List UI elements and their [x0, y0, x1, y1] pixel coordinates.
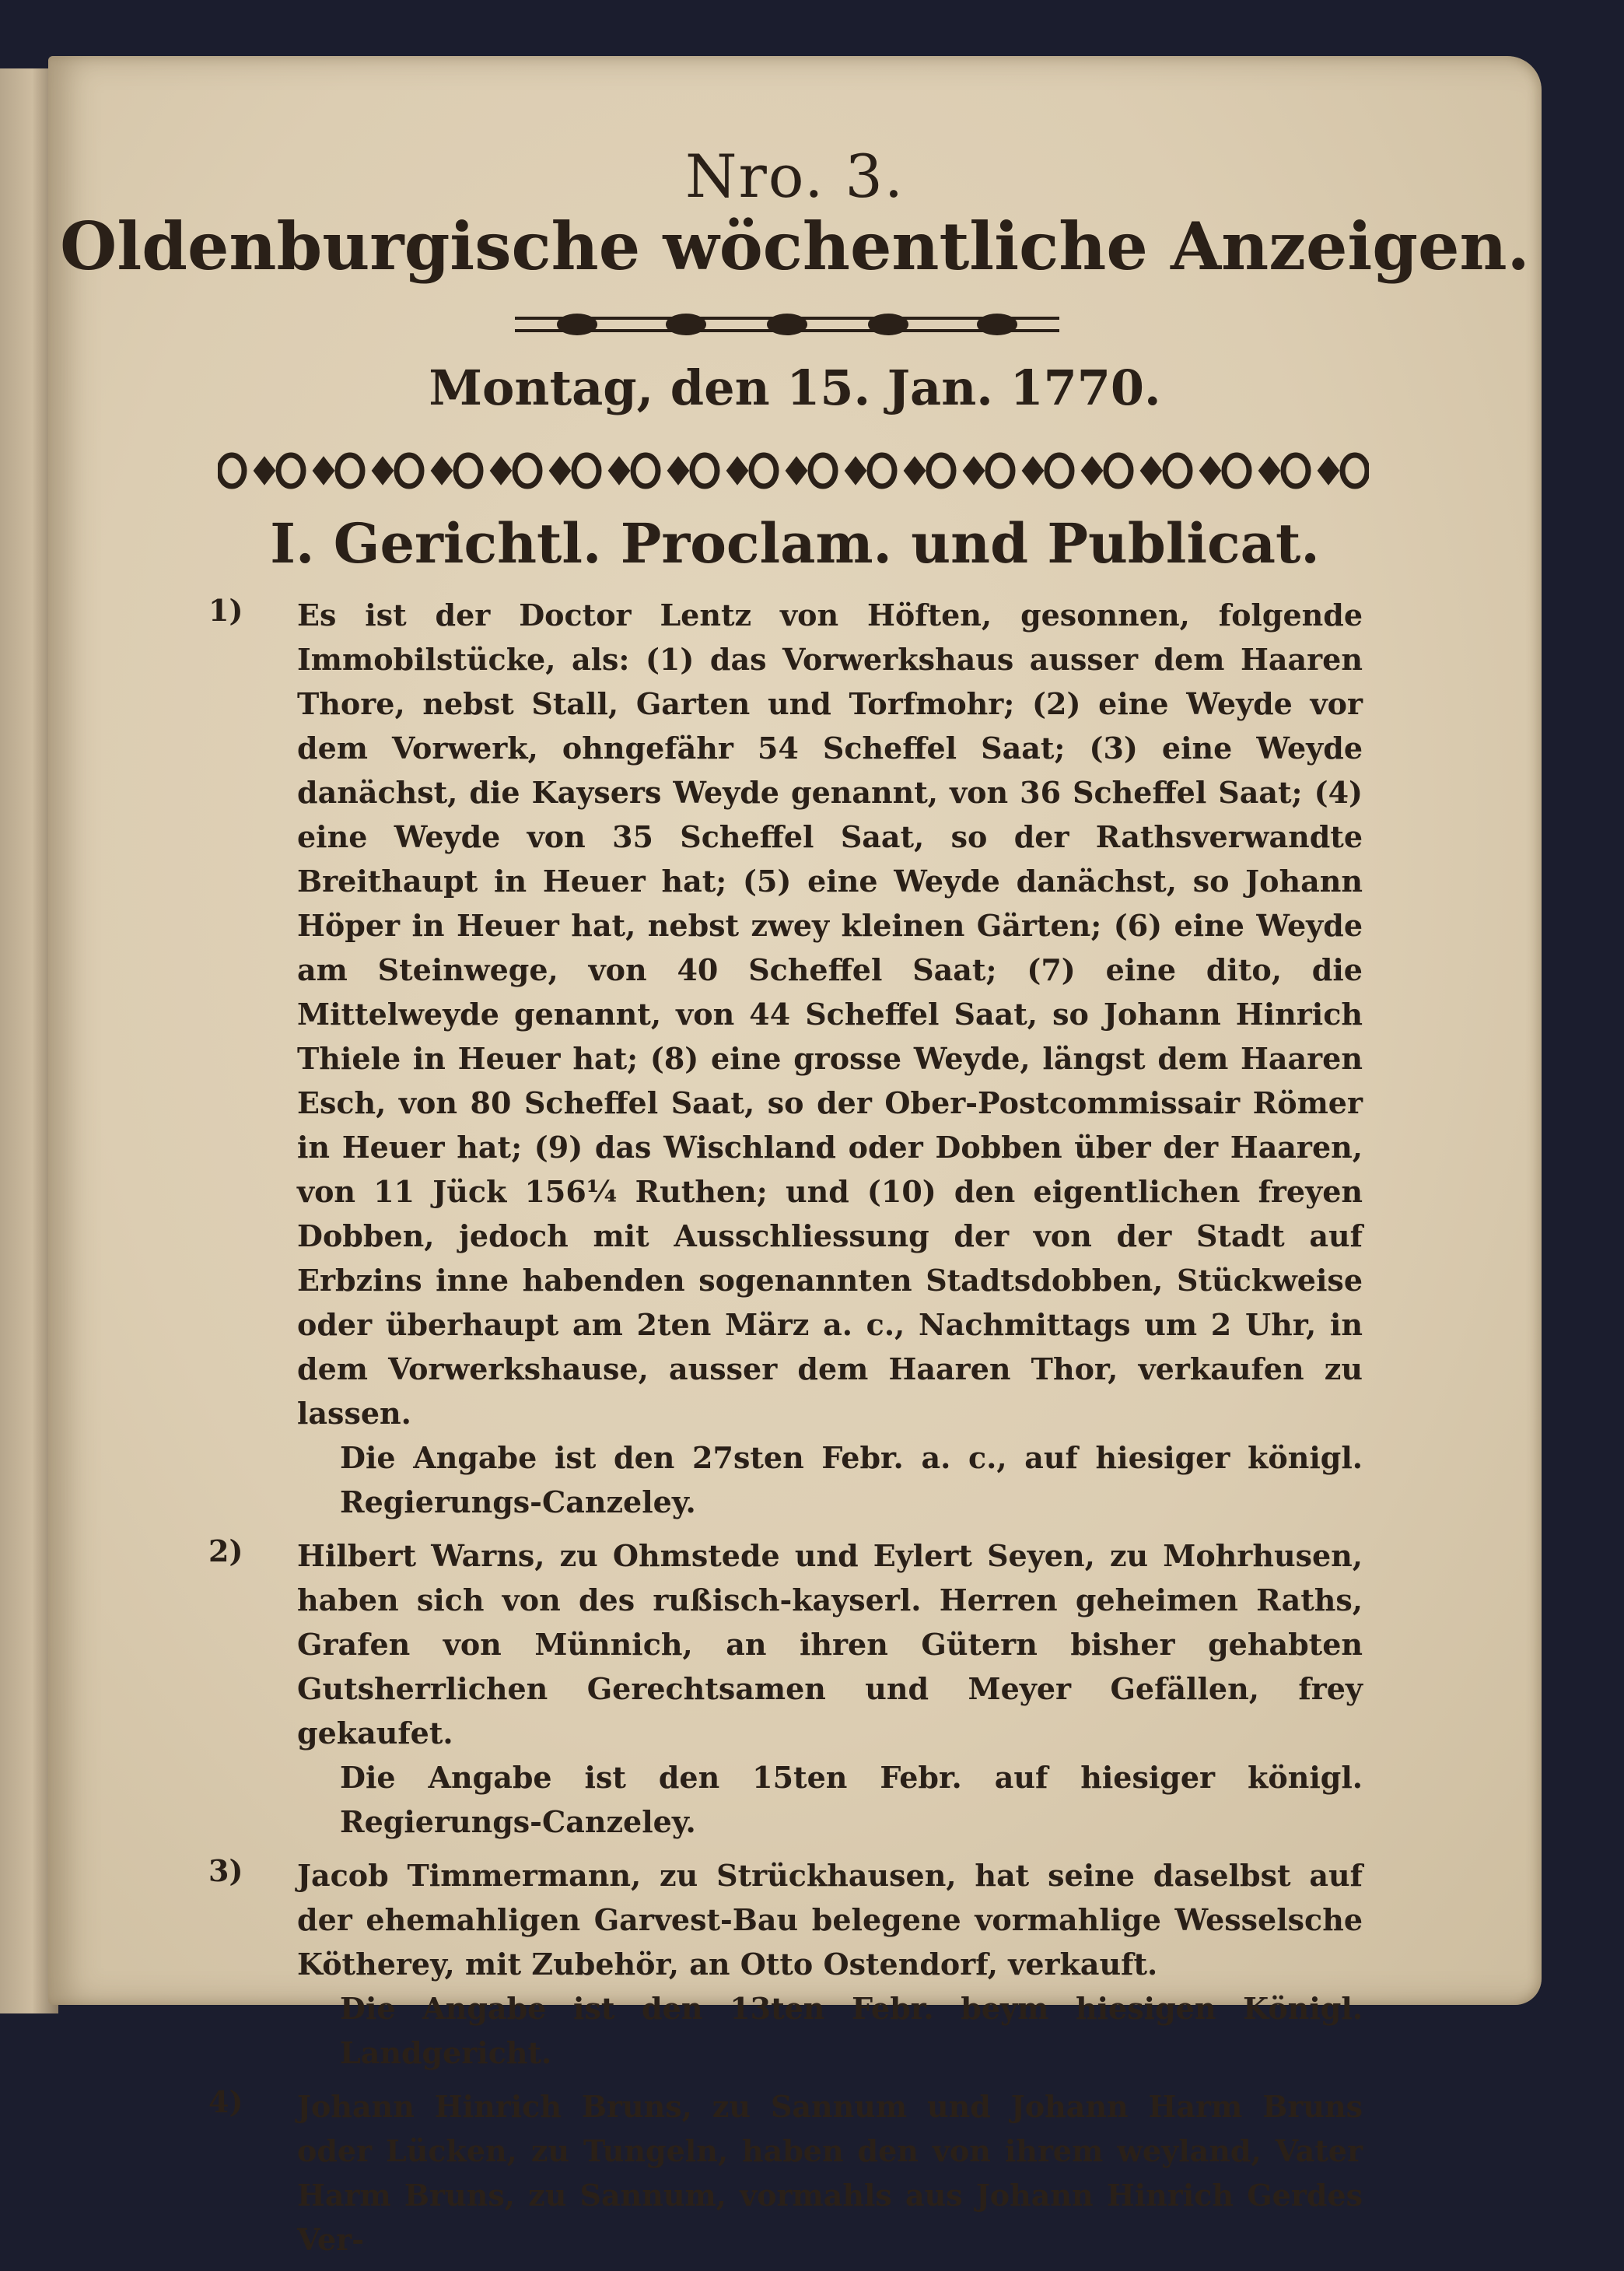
dateline: Montag, den 15. Jan. 1770. [429, 359, 1161, 416]
masthead-title: Oldenburgische wöchentliche Anzeigen. [60, 208, 1530, 285]
entries-list [208, 593, 1363, 2271]
entry-text: Jacob Timmermann, zu Strückhausen, hat seine daselbst auf der ehemahligen Garvest-Bau belegene vormahlige Wesselsche Kötherey, mit Zubehör, an Otto Ostendorf, verkauft. [297, 1858, 1363, 1982]
ornamental-border [218, 443, 1369, 498]
entry-note: Die Angabe ist den 15ten Febr. auf hiesiger königl. Regierungs-Canzeley. [340, 1760, 1363, 1839]
entry-number: 4) [208, 2084, 243, 2119]
entry-text: Johann Hinrich Bruns, zu Sannum und Johann Harm Bruns oder Lücken, zu Tungeln, haben den von ihrem weyland, Vater Harm Bruns, zu Sannum, vormahls aus Johann Hinrich Gerdes Ver- [297, 2089, 1363, 2257]
entry-number: 3) [208, 1853, 243, 1888]
document-page [48, 56, 1542, 2257]
entry-number: 1) [208, 593, 243, 628]
entry-number: 2) [208, 1533, 243, 1568]
entry-text: Hilbert Warns, zu Ohmstede und Eylert Seyen, zu Mohrhusen, haben sich von des rußisch-kayserl. Herren geheimen Raths, Grafen von Münnich, an ihren Gütern bisher gehabten Gutsherrlichen Gerechtsamen und Meyer Gefällen, frey gekaufet. [297, 1538, 1363, 1751]
entry-text: Es ist der Doctor Lentz von Höften, gesonnen, folgende Immobilstücke, als: (1) das Vorwerkshaus ausser dem Haaren Thore, nebst Stall, Garten und Torfmohr; (2) eine Weyde vor dem Vorwerk, ohngefähr 54 Scheffel Saat; (3) eine Weyde danächst, die Kaysers Weyde genannt, von 36 Scheffel Saat; (4) eine Weyde von 35 Scheffel Saat, so der Rathsverwandte Breithaupt in Heuer hat; (5) eine Weyde danächst, so Johann Höper in Heuer hat, nebst zwey kleinen Gärten; (6) eine Weyde am Steinwege, von 40 Scheffel Saat; (7) eine dito, die Mittelweyde genannt, von 44 Scheffel Saat, so Johann Hinrich Thiele in Heuer hat; (8) eine grosse Weyde, längst dem Haaren Esch, von 80 Scheffel Saat, so der Ober-Postcommissair Römer in Heuer hat; (9) das Wischland oder Dobben über der Haaren, von 11 Jück 156¼ Ruthen; und (10) den eigentlichen freyen Dobben, jedoch mit Ausschliessung der von der Stadt auf Erbzins inne habenden sogenannten Stadtsdobben, Stückweise oder überhaupt am 2ten März a. c., Nachmittags um 2 Uhr, in dem Vorwerkshause, ausser dem Haaren Thor, verkaufen zu lassen. [297, 598, 1363, 1431]
ornament-rule [515, 309, 1059, 340]
entry-3 [208, 1853, 1363, 2075]
entry-4 [208, 2084, 1363, 2262]
entry-2 [208, 1533, 1363, 1844]
section-title: I. Gerichtl. Proclam. und Publicat. [270, 511, 1320, 576]
entry-note: Die Angabe ist den 27sten Febr. a. c., auf hiesiger königl. Regierungs-Canzeley. [340, 1440, 1363, 1519]
entry-1 [208, 593, 1363, 1524]
entry-note: Die Angabe ist den 13ten Febr. beym hiesigen Königl. Landgericht. [340, 1991, 1363, 2070]
issue-number: Nro. 3. [684, 142, 905, 211]
